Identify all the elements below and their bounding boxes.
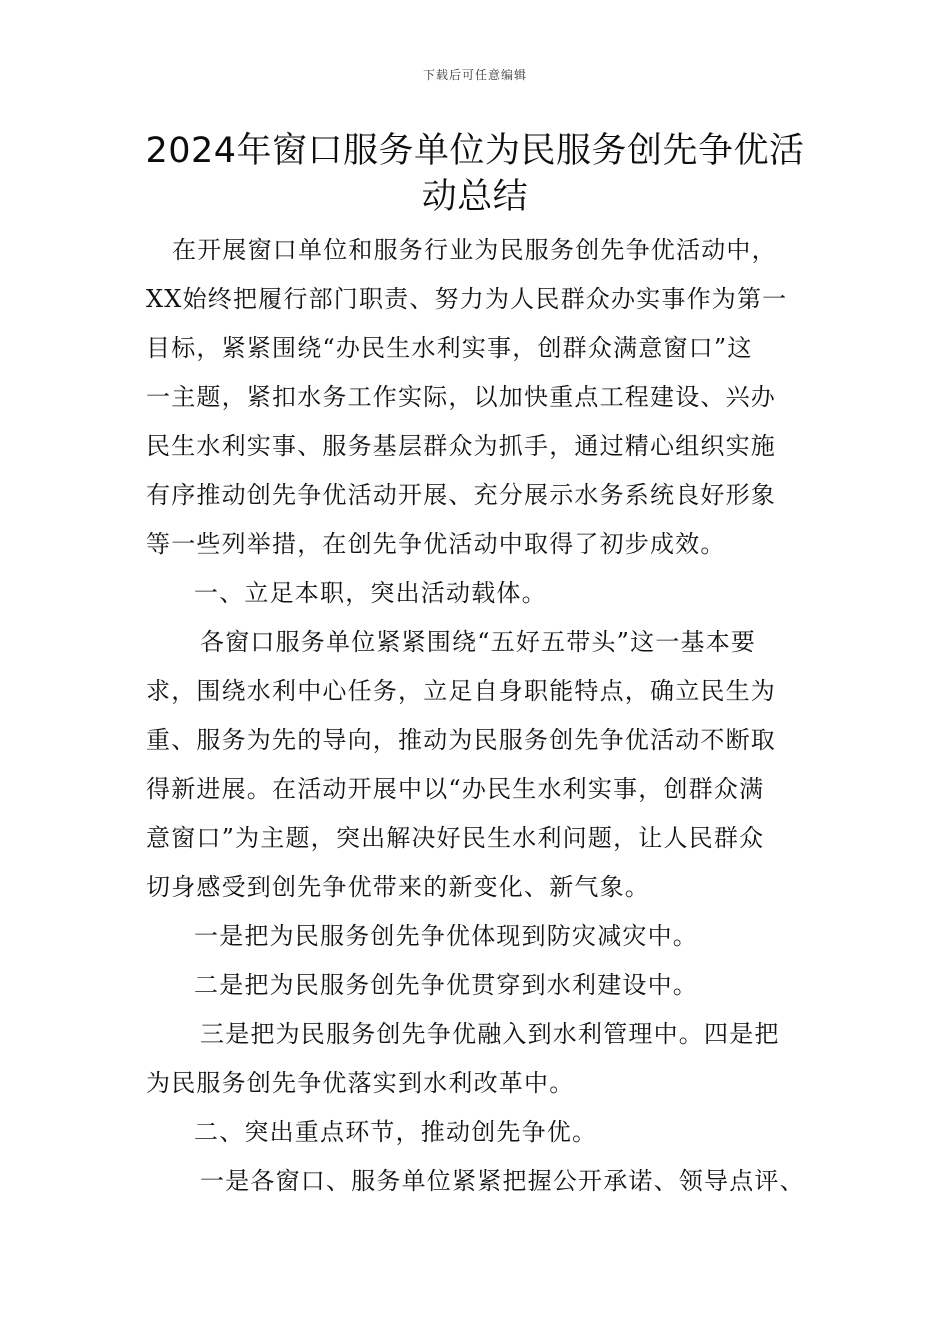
paragraph-line: 各窗口服务单位紧紧围绕“五好五带头”这一基本要 xyxy=(200,628,757,656)
document-title xyxy=(130,128,820,220)
list-item: 二是把为民服务创先争优贯穿到水利建设中。 xyxy=(194,971,698,999)
paragraph-line: 切身感受到创先争优带来的新变化、新气象。 xyxy=(146,873,650,901)
paragraph-line: 一主题，紧扣水务工作实际，以加快重点工程建设、兴办 xyxy=(146,383,776,411)
paragraph-line: 为民服务创先争优落实到水利改革中。 xyxy=(146,1069,575,1097)
paragraph-line: 在开展窗口单位和服务行业为民服务创先争优活动中， xyxy=(172,236,777,264)
title-line-1: 2024年窗口服务单位为民服务创先争优活 xyxy=(145,131,805,171)
list-item: 一是把为民服务创先争优体现到防灾减灾中。 xyxy=(194,922,698,950)
paragraph-line: 重、服务为先的导向，推动为民服务创先争优活动不断取 xyxy=(146,726,776,754)
list-item: 三是把为民服务创先争优融入到水利管理中。四是把 xyxy=(200,1020,780,1048)
paragraph-line: 有序推动创先争优活动开展、充分展示水务系统良好形象 xyxy=(146,481,776,509)
paragraph-line: 民生水利实事、服务基层群众为抓手，通过精心组织实施 xyxy=(146,432,776,460)
paragraph-line: 一是各窗口、服务单位紧紧把握公开承诺、领导点评、 xyxy=(200,1167,805,1195)
paragraph-line: 等一些列举措，在创先争优活动中取得了初步成效。 xyxy=(146,530,726,558)
body-text xyxy=(146,226,826,1206)
title-line-2: 动总结 xyxy=(421,177,529,217)
paragraph-line: 意窗口”为主题，突出解决好民生水利问题，让人民群众 xyxy=(146,824,765,852)
header-note: 下载后可任意编辑 xyxy=(422,68,527,82)
paragraph-line: 得新进展。在活动开展中以“办民生水利实事，创群众满 xyxy=(146,775,765,803)
paragraph-line: XX始终把履行部门职责、努力为人民群众办实事作为第一 xyxy=(146,285,788,313)
section-heading-1: 一、立足本职，突出活动载体。 xyxy=(194,579,547,607)
section-heading-2: 二、突出重点环节，推动创先争优。 xyxy=(194,1118,598,1146)
paragraph-line: 目标，紧紧围绕“办民生水利实事，创群众满意窗口”这 xyxy=(146,334,753,362)
paragraph-line: 求，围绕水利中心任务，立足自身职能特点，确立民生为 xyxy=(146,677,776,705)
